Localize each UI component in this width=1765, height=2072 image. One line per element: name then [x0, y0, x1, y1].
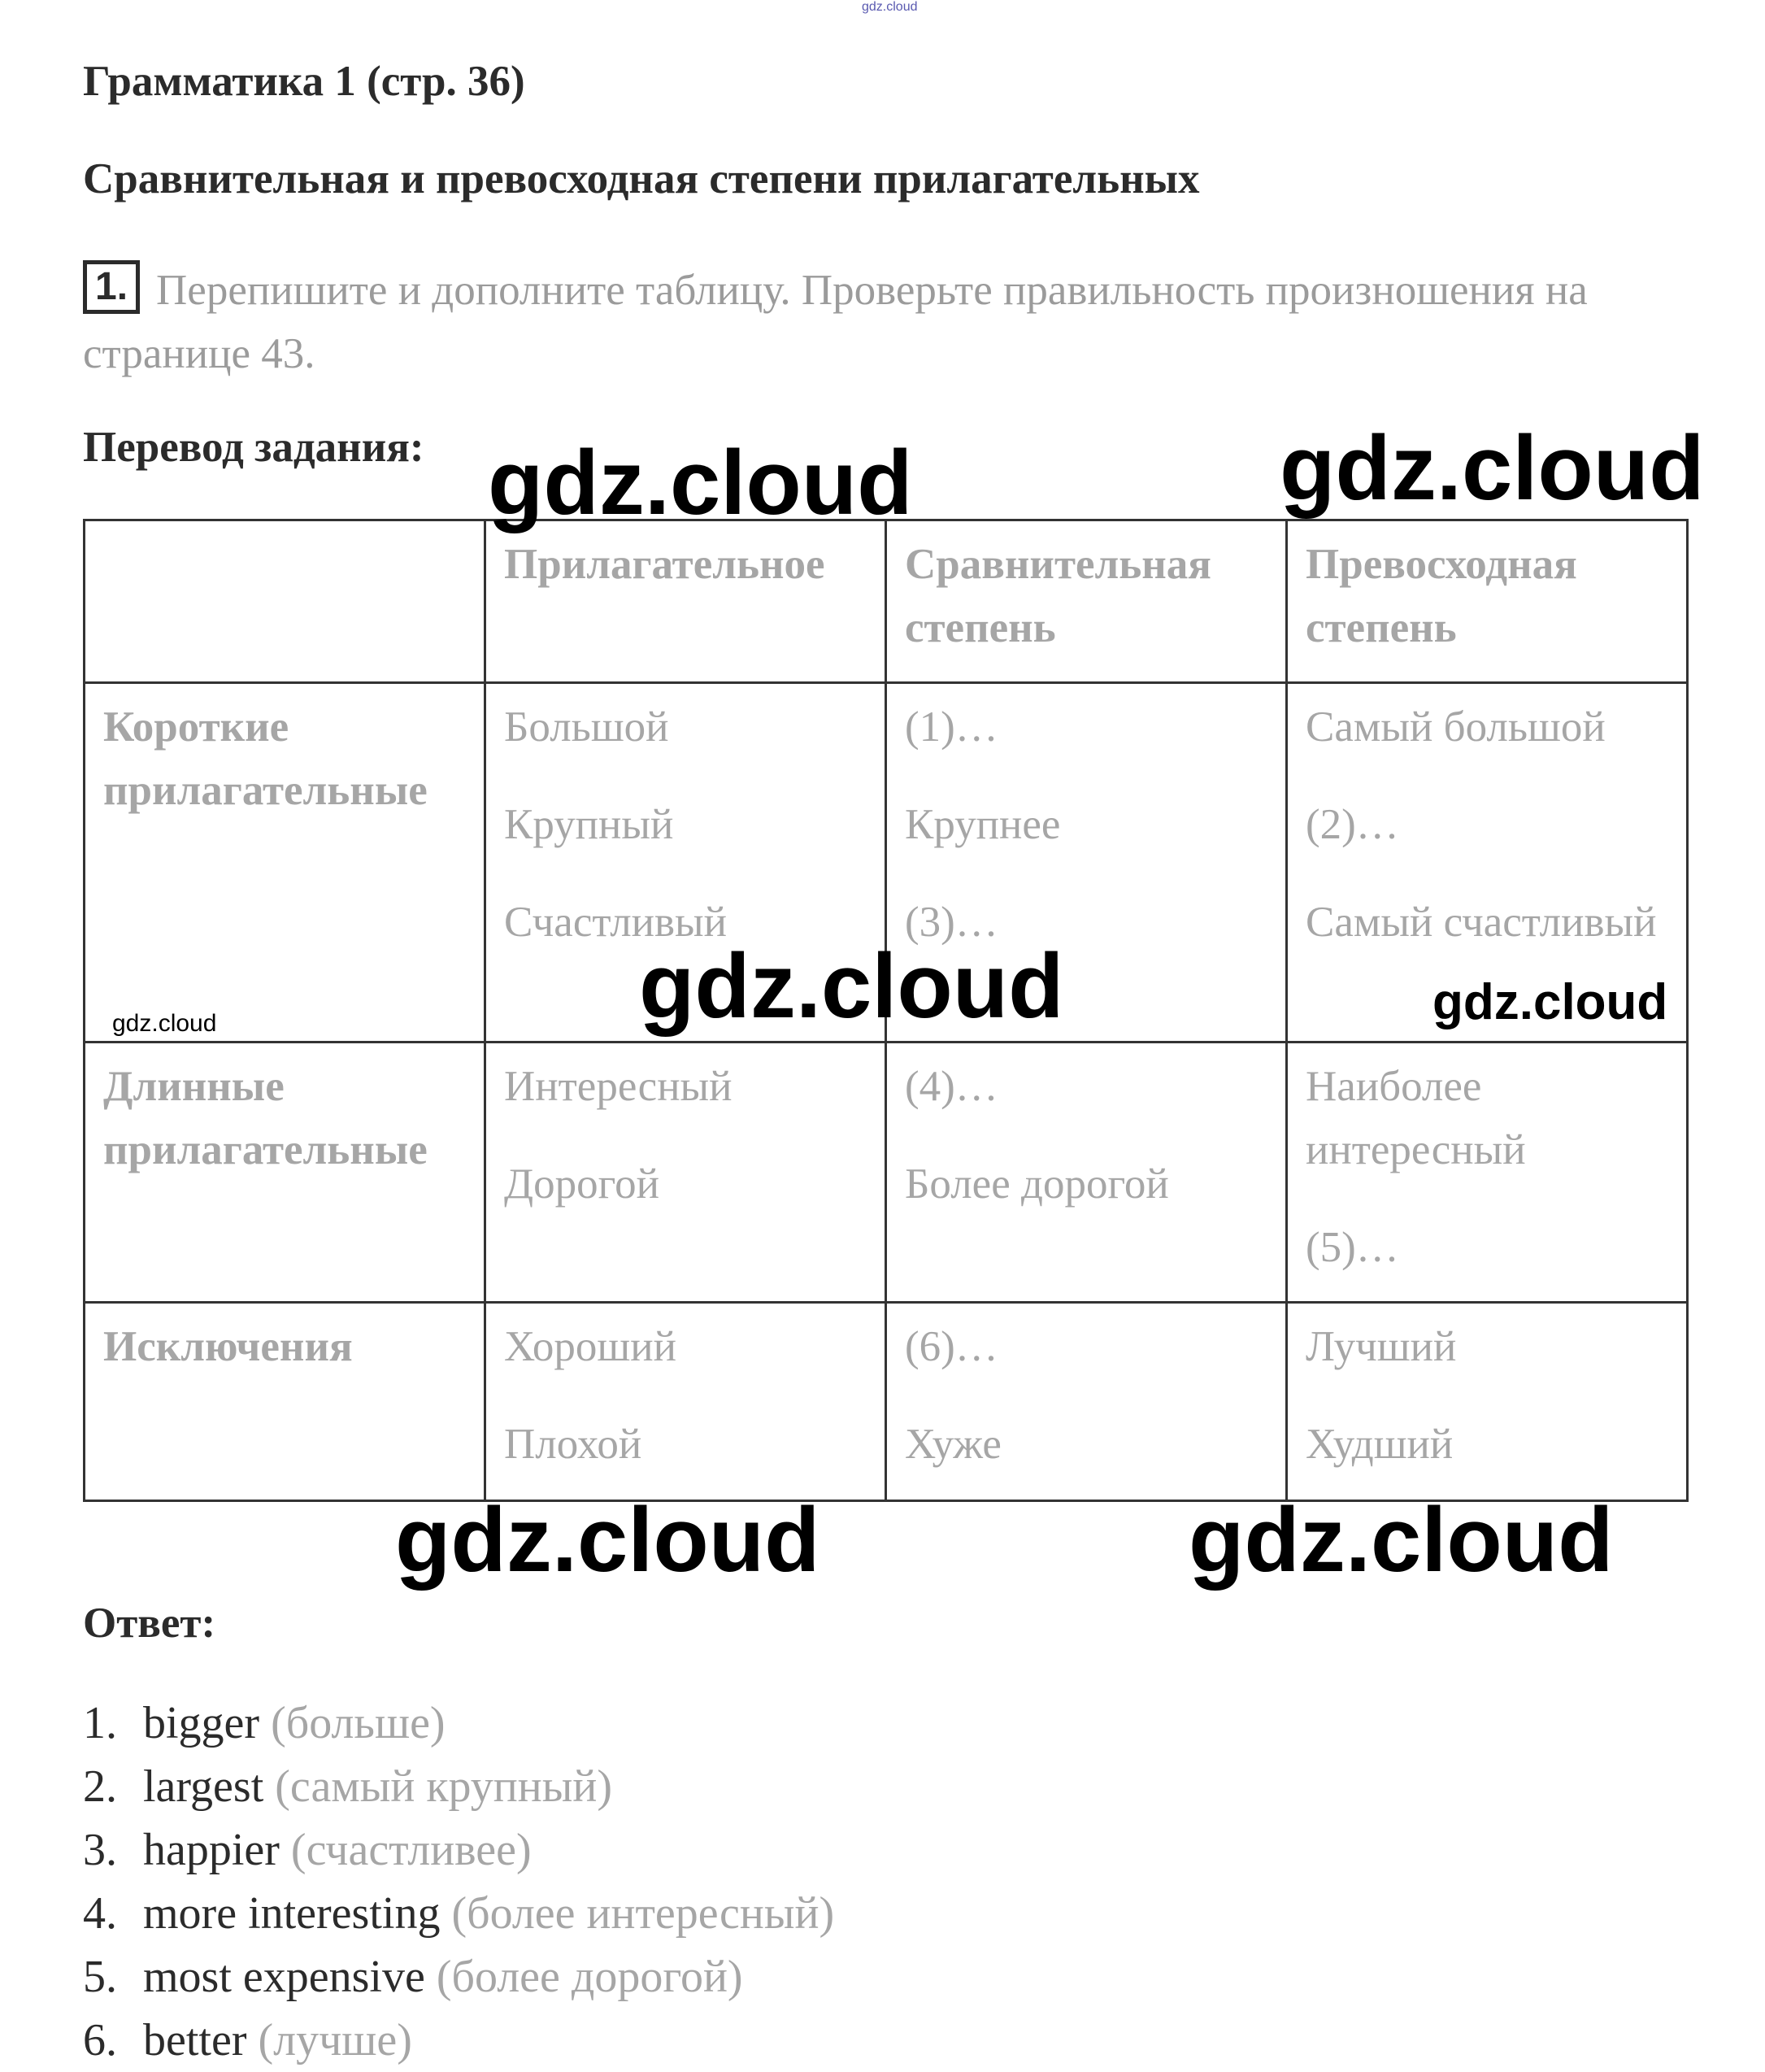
- answer-number: 4.: [83, 1888, 117, 1939]
- cell-item: (2)…: [1306, 801, 1399, 848]
- table-header-empty: [85, 520, 485, 683]
- row-label-exceptions: Исключения: [85, 1303, 485, 1501]
- watermark: gdz.cloud: [1280, 417, 1705, 519]
- cell-item: Наиболее интересный: [1306, 1063, 1526, 1173]
- task-number-badge: 1.: [83, 260, 140, 314]
- cell-item: (4)…: [905, 1063, 998, 1110]
- cell-item: (6)…: [905, 1323, 998, 1370]
- cell-item: Хуже: [905, 1421, 1002, 1468]
- cell-item: (1)…: [905, 703, 998, 751]
- cell-comparative: [886, 1303, 1287, 1501]
- page-subtitle: Сравнительная и превосходная степени прилагательных: [83, 155, 1200, 202]
- watermark: gdz.cloud: [1189, 1489, 1614, 1591]
- list-item: [83, 1691, 834, 1755]
- cell-item: Большой: [504, 703, 669, 751]
- row-label-long: Длинные прилагательные: [85, 1043, 485, 1303]
- task-text: Перепишите и дополните таблицу. Проверьте правильность произношения на странице 43.: [83, 267, 1588, 377]
- watermark: gdz.cloud: [1432, 974, 1668, 1030]
- answer-list: [83, 1691, 834, 2072]
- page-title: Грамматика 1 (стр. 36): [83, 58, 525, 105]
- list-item: [83, 1755, 834, 1818]
- top-watermark: gdz.cloud: [862, 0, 918, 14]
- cell-item: Крупный: [504, 801, 674, 848]
- cell-adjectives: [485, 1043, 886, 1303]
- translation-label: Перевод задания:: [83, 424, 424, 471]
- cell-adjectives: [485, 1303, 886, 1501]
- cell-item: (5)…: [1306, 1224, 1399, 1271]
- answer-english: most expensive: [143, 1952, 425, 2002]
- watermark: gdz.cloud: [112, 1010, 217, 1037]
- answer-russian: (самый крупный): [275, 1761, 612, 1812]
- answer-russian: (лучше): [258, 2015, 412, 2065]
- cell-superlative: [1287, 1043, 1688, 1303]
- cell-item: Самый большой: [1306, 703, 1606, 751]
- cell-item: Худший: [1306, 1421, 1454, 1468]
- cell-comparative: [886, 1043, 1287, 1303]
- table-header-comparative: Сравнительная степень: [886, 520, 1287, 683]
- answer-english: largest: [143, 1761, 264, 1812]
- table-header-adjective: Прилагательное: [485, 520, 886, 683]
- answer-number: 1.: [83, 1698, 117, 1748]
- watermark: gdz.cloud: [488, 432, 913, 533]
- cell-item: Более дорогой: [905, 1160, 1169, 1208]
- answer-russian: (больше): [271, 1698, 446, 1748]
- table-header-row: [85, 520, 1688, 683]
- cell-item: Интересный: [504, 1063, 733, 1110]
- cell-item: Самый счастливый: [1306, 899, 1657, 946]
- cell-item: (3)…: [905, 899, 998, 946]
- cell-item: Счастливый: [504, 899, 728, 946]
- cell-item: Плохой: [504, 1421, 642, 1468]
- answer-number: 2.: [83, 1761, 117, 1812]
- answer-english: happier: [143, 1825, 280, 1875]
- answer-english: more interesting: [143, 1888, 441, 1939]
- list-item: [83, 2009, 834, 2072]
- list-item: [83, 1882, 834, 1945]
- table-header-superlative: Превосходная степень: [1287, 520, 1688, 683]
- answer-number: 5.: [83, 1952, 117, 2002]
- cell-item: Лучший: [1306, 1323, 1457, 1370]
- list-item: [83, 1945, 834, 2009]
- table-row: [85, 1303, 1688, 1501]
- answer-english: bigger: [143, 1698, 260, 1748]
- cell-superlative: [1287, 1303, 1688, 1501]
- answer-russian: (более интересный): [451, 1888, 835, 1939]
- watermark: gdz.cloud: [395, 1489, 820, 1591]
- answer-english: better: [143, 2015, 247, 2065]
- cell-item: Крупнее: [905, 801, 1061, 848]
- answer-russian: (более дорогой): [436, 1952, 743, 2002]
- cell-item: Хороший: [504, 1323, 676, 1370]
- answer-number: 6.: [83, 2015, 117, 2065]
- list-item: [83, 1818, 834, 1882]
- task-statement: [83, 259, 1628, 385]
- answer-label: Ответ:: [83, 1600, 216, 1647]
- watermark: gdz.cloud: [639, 935, 1064, 1037]
- answer-russian: (счастливее): [290, 1825, 532, 1875]
- cell-item: Дорогой: [504, 1160, 659, 1208]
- row-label-short: Короткие прилагательные: [85, 683, 485, 1043]
- answer-number: 3.: [83, 1825, 117, 1875]
- table-row: [85, 1043, 1688, 1303]
